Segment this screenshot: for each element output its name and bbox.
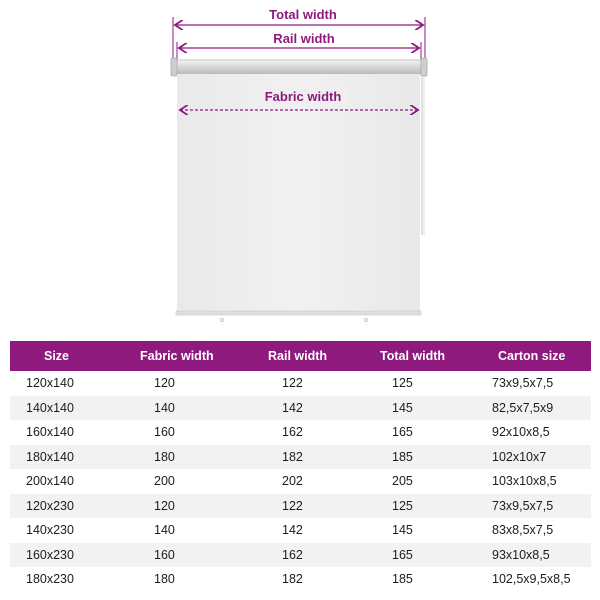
cell-fabric-width: 120 [154,498,175,513]
cell-fabric-width: 160 [154,547,175,562]
cell-total-width: 125 [392,498,413,513]
cell-total-width: 185 [392,572,413,587]
cell-rail-width: 142 [282,400,303,415]
cell-size: 120x230 [26,498,74,513]
table-row [10,371,591,396]
cell-rail-width: 182 [282,449,303,464]
cell-fabric-width: 180 [154,572,175,587]
total-width-label: Total width [263,7,343,23]
cell-carton-size: 103x10x8,5 [492,474,557,489]
cell-size: 180x230 [26,572,74,587]
table-row [10,420,591,445]
cell-carton-size: 82,5x7,5x9 [492,400,554,415]
header-fabric-width: Fabric width [140,349,214,363]
cell-fabric-width: 140 [154,523,175,538]
size-table [10,341,591,592]
rail-width-label: Rail width [267,31,340,47]
cell-size: 120x140 [26,376,74,391]
cell-size: 140x230 [26,523,74,538]
table-row [10,518,591,543]
cell-total-width: 205 [392,474,413,489]
header-rail-width: Rail width [268,349,328,363]
cell-size: 140x140 [26,400,74,415]
cell-rail-width: 142 [282,523,303,538]
table-header-row [10,341,591,371]
cell-carton-size: 93x10x8,5 [492,547,550,562]
cell-rail-width: 162 [282,547,303,562]
cell-total-width: 165 [392,425,413,440]
roller-rail [171,58,427,76]
cell-size: 180x140 [26,449,74,464]
cell-fabric-width: 200 [154,474,175,489]
table-row [10,567,591,592]
cell-total-width: 165 [392,547,413,562]
cell-fabric-width: 180 [154,449,175,464]
cell-total-width: 145 [392,523,413,538]
cell-rail-width: 122 [282,498,303,513]
cell-total-width: 185 [392,449,413,464]
cell-carton-size: 92x10x8,5 [492,425,550,440]
cell-carton-size: 73x9,5x7,5 [492,376,554,391]
header-total-width: Total width [380,349,446,363]
cell-carton-size: 83x8,5x7,5 [492,523,554,538]
cell-size: 160x140 [26,425,74,440]
cell-carton-size: 73x9,5x7,5 [492,498,554,513]
table-row [10,396,591,421]
cell-fabric-width: 140 [154,400,175,415]
cell-total-width: 145 [392,400,413,415]
cell-size: 160x230 [26,547,74,562]
fabric-width-label: Fabric width [259,89,348,105]
table-body [10,371,591,592]
cell-fabric-width: 120 [154,376,175,391]
table-row [10,469,591,494]
cell-carton-size: 102,5x9,5x8,5 [492,572,571,587]
table-row [10,543,591,568]
pull-chain [422,76,424,235]
cell-rail-width: 122 [282,376,303,391]
cell-rail-width: 202 [282,474,303,489]
table-row [10,445,591,470]
table-row [10,494,591,519]
cell-rail-width: 182 [282,572,303,587]
cell-size: 200x140 [26,474,74,489]
header-carton-size: Carton size [498,349,566,363]
cell-rail-width: 162 [282,425,303,440]
header-size: Size [44,349,70,363]
blind-fabric [176,74,421,322]
cell-total-width: 125 [392,376,413,391]
cell-carton-size: 102x10x7 [492,449,547,464]
cell-fabric-width: 160 [154,425,175,440]
